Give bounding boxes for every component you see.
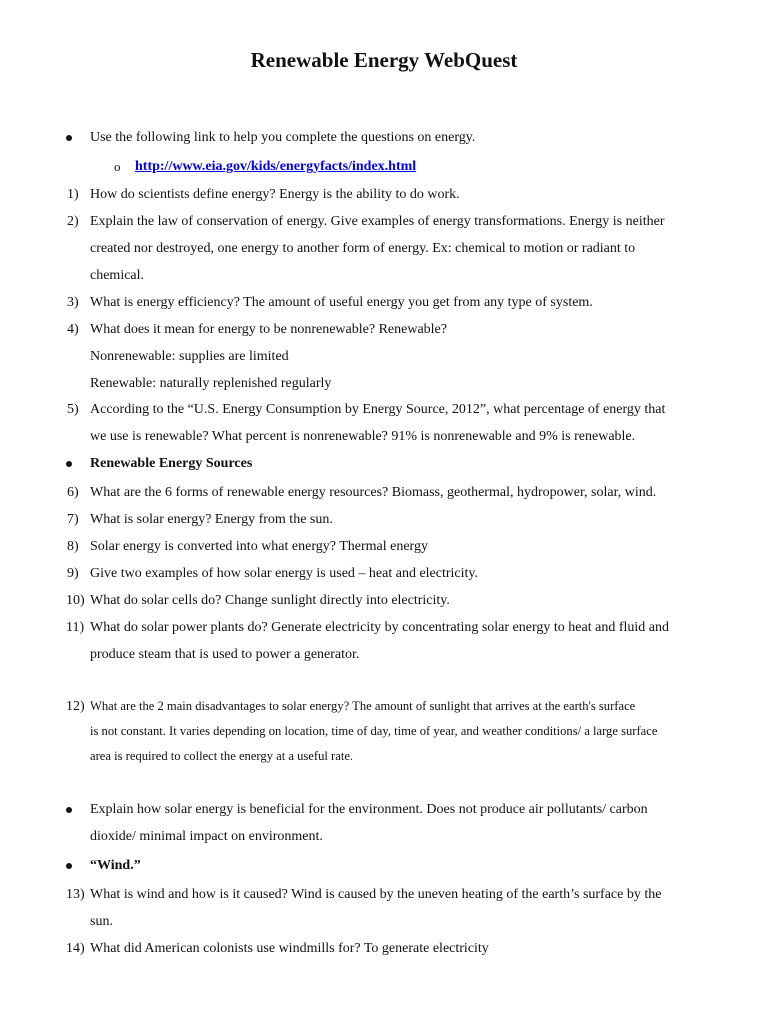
question-1 — [67, 181, 720, 208]
question-number: 1) — [67, 187, 79, 202]
question-line: Nonrenewable: supplies are limited — [90, 349, 289, 364]
question-line: produce steam that is used to power a generator. — [90, 647, 360, 662]
energyfacts-link[interactable]: http://www.eia.gov/kids/energyfacts/index.html — [135, 159, 417, 174]
question-text: How do scientists define energy? Energy is the ability to do work. — [90, 187, 460, 202]
question-14 — [66, 935, 720, 962]
question-5 — [67, 396, 720, 450]
question-line: created nor destroyed, one energy to another form of energy. Ex: chemical to motion or radiant to — [90, 241, 636, 256]
bullet-icon — [66, 807, 72, 813]
solar-benefit-item — [90, 796, 720, 850]
question-line: sun. — [90, 914, 113, 929]
question-number: 3) — [67, 295, 79, 310]
question-line: Explain the law of conservation of energy. Give examples of energy transformations. Energy is neither — [90, 214, 665, 229]
intro-text: Use the following link to help you complete the questions on energy. — [90, 130, 476, 145]
link-item — [114, 153, 720, 180]
question-9 — [67, 560, 720, 587]
question-line: What is wind and how is it caused? Wind is caused by the uneven heating of the earth’s surface by the — [90, 887, 662, 902]
question-11 — [66, 614, 720, 668]
bullet-icon — [66, 863, 72, 869]
bullet-line: dioxide/ minimal impact on environment. — [90, 829, 323, 844]
question-number: 13) — [66, 887, 85, 902]
question-number: 6) — [67, 485, 79, 500]
question-line: What are the 2 main disadvantages to solar energy? The amount of sunlight that arrives at the earth's surface — [90, 699, 636, 713]
question-number: 10) — [66, 593, 85, 608]
question-10 — [66, 587, 720, 614]
section-wind — [90, 852, 720, 879]
question-number: 8) — [67, 539, 79, 554]
question-number: 7) — [67, 512, 79, 527]
question-text: What is energy efficiency? The amount of useful energy you get from any type of system. — [90, 295, 593, 310]
question-number: 11) — [66, 620, 85, 635]
bullet-line: Explain how solar energy is beneficial for the environment. Does not produce air pollutants/ carbon — [90, 802, 648, 817]
question-3 — [67, 289, 720, 316]
question-6 — [67, 479, 720, 506]
page-title: Renewable Energy WebQuest — [250, 48, 518, 72]
section-heading: “Wind.” — [90, 858, 141, 873]
question-line: Renewable: naturally replenished regularly — [90, 376, 332, 391]
bullet-icon — [66, 461, 72, 467]
question-8 — [67, 533, 720, 560]
question-number: 4) — [67, 322, 79, 337]
question-line: we use is renewable? What percent is nonrenewable? 91% is nonrenewable and 9% is renewable. — [90, 429, 636, 444]
question-7 — [67, 506, 720, 533]
question-text: What are the 6 forms of renewable energy resources? Biomass, geothermal, hydropower, solar, wind. — [90, 485, 657, 500]
question-4 — [67, 316, 720, 397]
question-number: 5) — [67, 402, 79, 417]
question-line: What does it mean for energy to be nonrenewable? Renewable? — [90, 322, 447, 337]
bullet-icon — [66, 135, 72, 141]
question-12 — [66, 694, 720, 769]
question-line: What do solar power plants do? Generate electricity by concentrating solar energy to heat and fluid and — [90, 620, 669, 635]
question-number: 9) — [67, 566, 79, 581]
question-line: According to the “U.S. Energy Consumption by Energy Source, 2012”, what percentage of energy that — [90, 402, 666, 417]
question-text: What did American colonists use windmills for? To generate electricity — [90, 941, 489, 956]
question-2 — [67, 208, 720, 289]
question-text: What is solar energy? Energy from the sun. — [90, 512, 333, 527]
question-text: What do solar cells do? Change sunlight directly into electricity. — [90, 593, 450, 608]
link-marker: o — [114, 159, 121, 174]
question-line: area is required to collect the energy at a useful rate. — [90, 749, 354, 763]
intro-item — [90, 124, 720, 151]
question-number: 12) — [66, 699, 85, 714]
question-number: 2) — [67, 214, 79, 229]
section-heading: Renewable Energy Sources — [90, 456, 253, 471]
question-text: Give two examples of how solar energy is used – heat and electricity. — [90, 566, 478, 581]
section-renewable-energy-sources — [90, 450, 720, 477]
question-line: is not constant. It varies depending on location, time of day, time of year, and weather conditions/ a large surface — [90, 724, 658, 738]
question-number: 14) — [66, 941, 85, 956]
question-13 — [66, 881, 720, 935]
question-text: Solar energy is converted into what energy? Thermal energy — [90, 539, 428, 554]
question-line: chemical. — [90, 268, 145, 283]
